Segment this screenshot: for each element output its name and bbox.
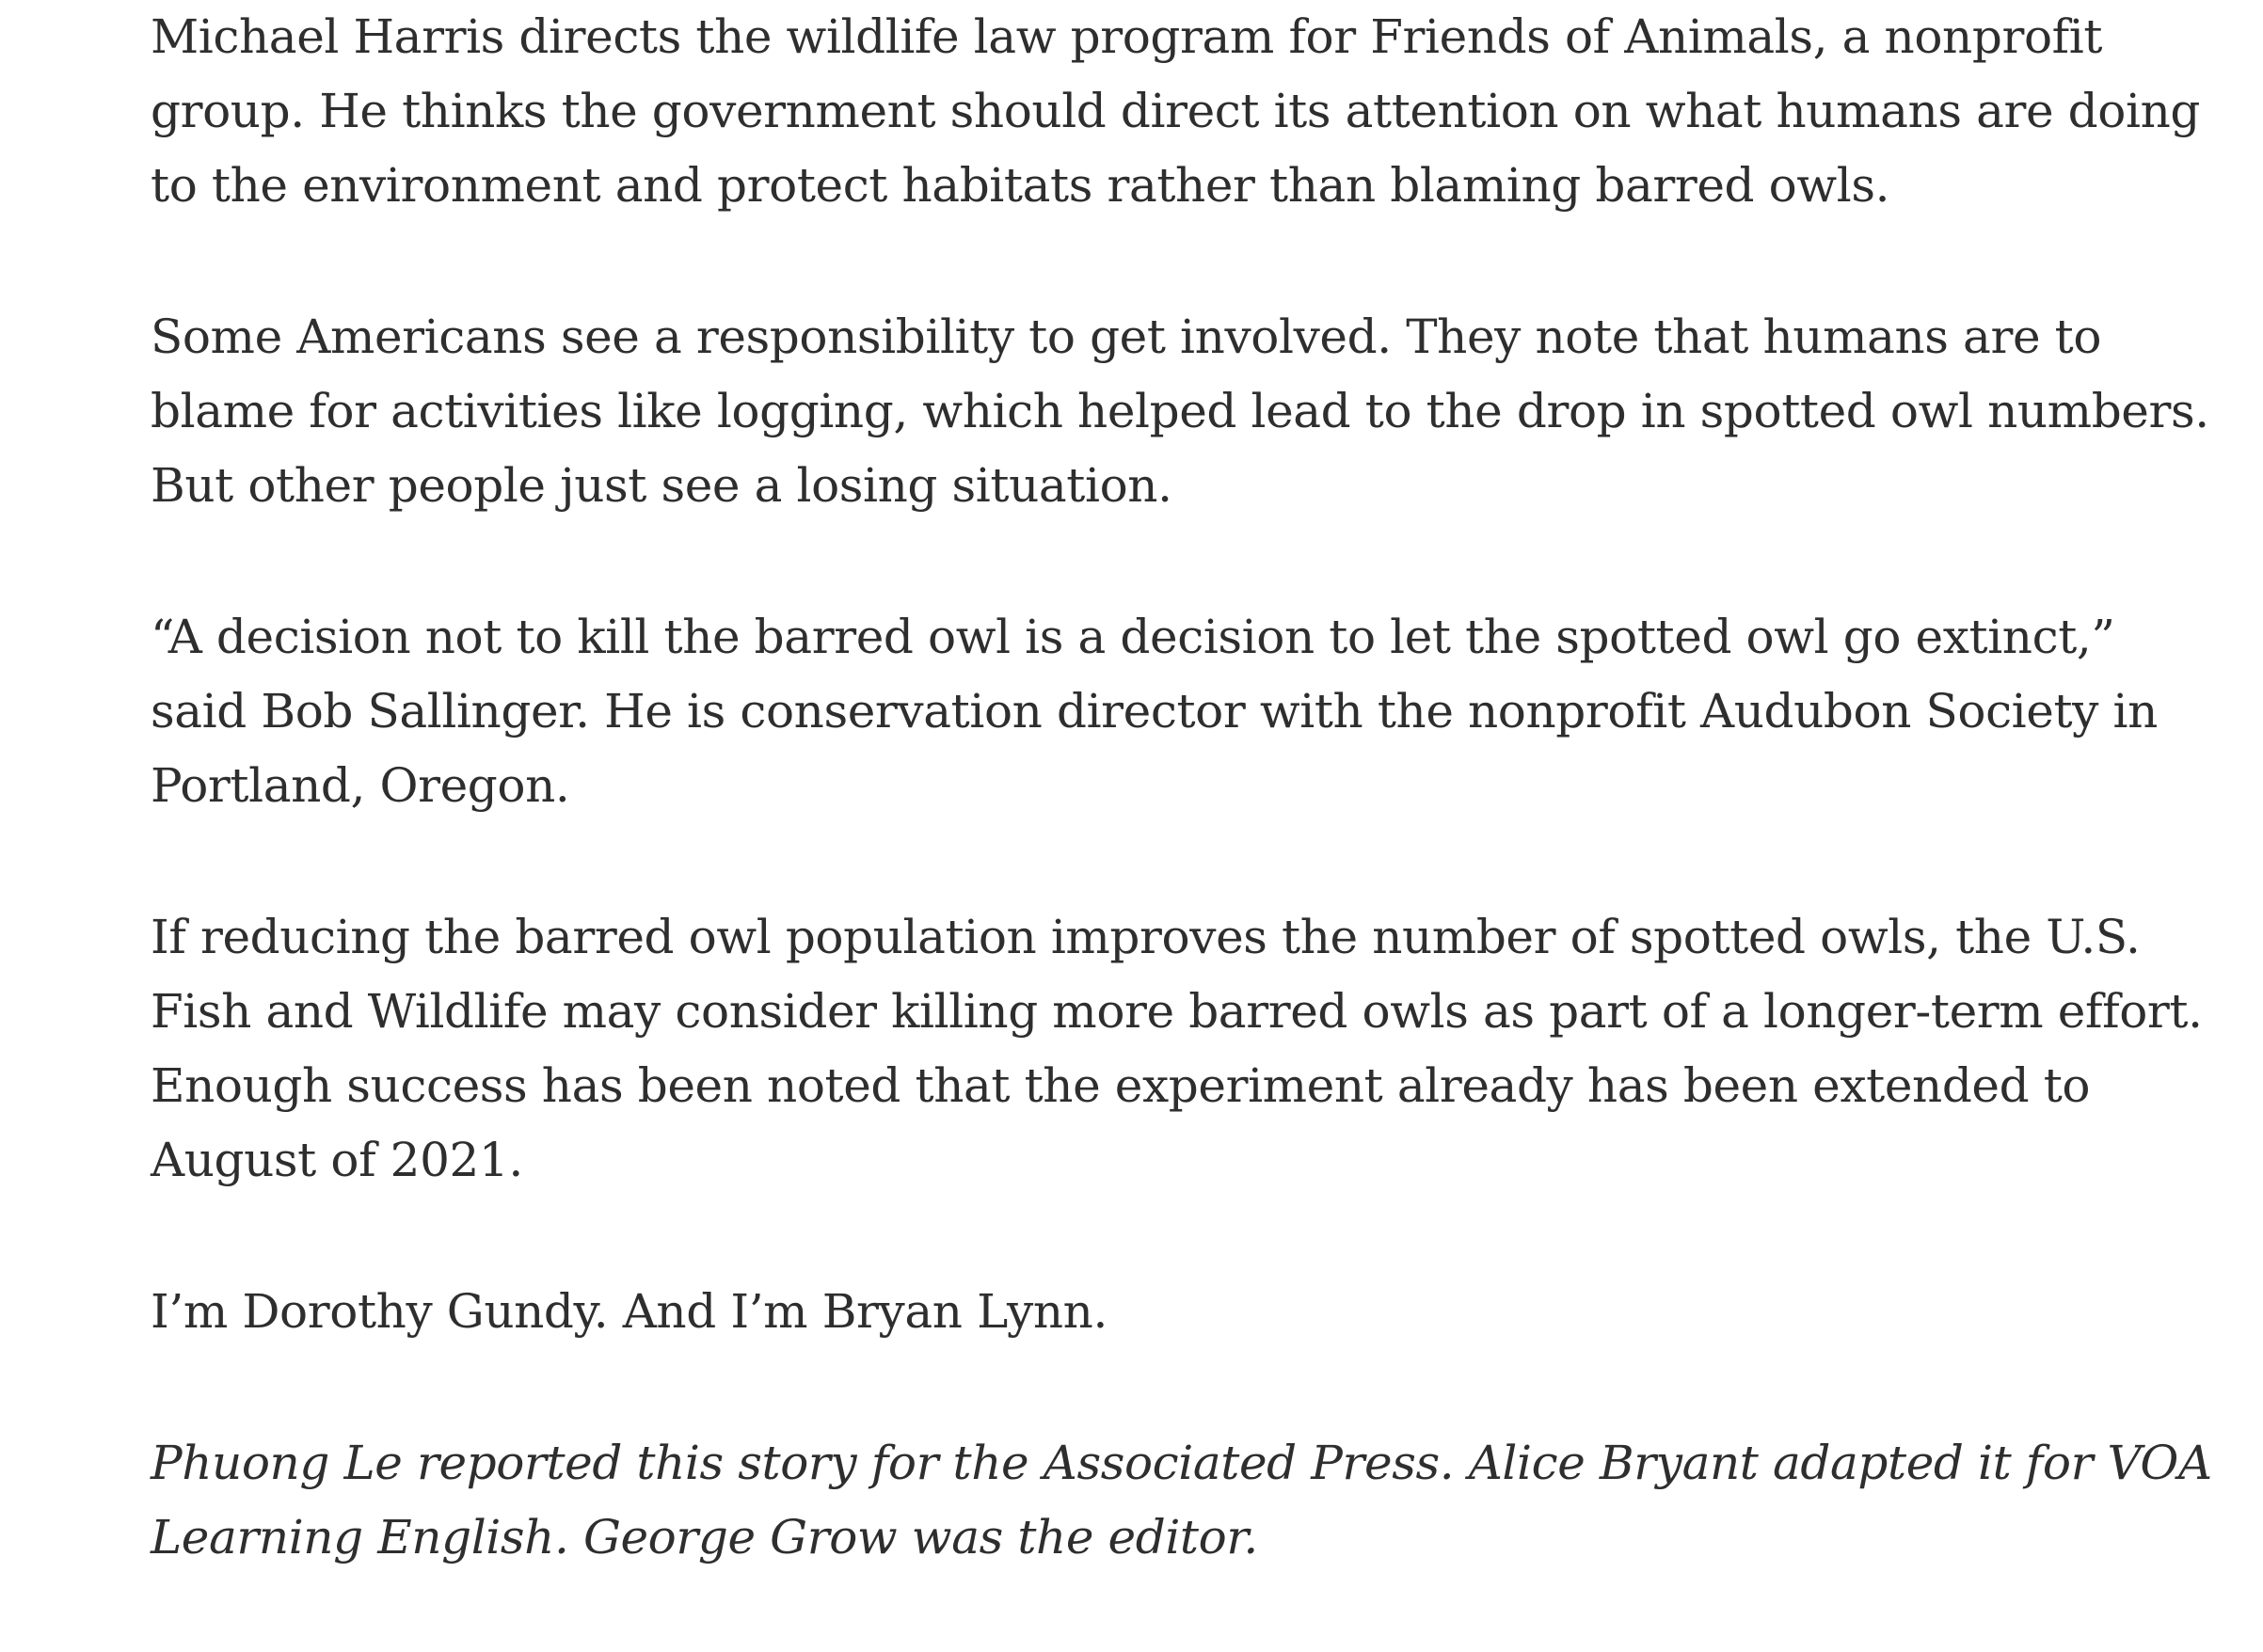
paragraph-responsibility: Some Americans see a responsibility to get involved. They note that humans are to blame for activities like logging, which helped lead to the drop in spotted owl numbers. But other people just see a losing situation. xyxy=(151,310,2209,513)
article-body xyxy=(151,0,2221,1652)
paragraph-signoff: I’m Dorothy Gundy. And I’m Bryan Lynn. xyxy=(151,1284,1108,1339)
paragraph-michael-harris: Michael Harris directs the wildlife law program for Friends of Animals, a nonprofit group. He thinks the government should direct its attention on what humans are doing to the environment and protect habitats rather than blaming barred owls. xyxy=(151,9,2200,213)
paragraph-sallinger-quote: “A decision not to kill the barred owl is a decision to let the spotted owl go extinct,” said Bob Sallinger. He is conservation director with the nonprofit Audubon Society in Portland, Oregon. xyxy=(151,610,2158,813)
article-credits: Phuong Le reported this story for the Associated Press. Alice Bryant adapted it for VOA Learning English. George Grow was the editor. xyxy=(151,1436,2212,1565)
paragraph-fish-wildlife: If reducing the barred owl population improves the number of spotted owls, the U.S. Fish and Wildlife may consider killing more barred owls as part of a longer-term effort. Enough success has been noted that the experiment already has been extended to August of 2021. xyxy=(151,910,2203,1187)
